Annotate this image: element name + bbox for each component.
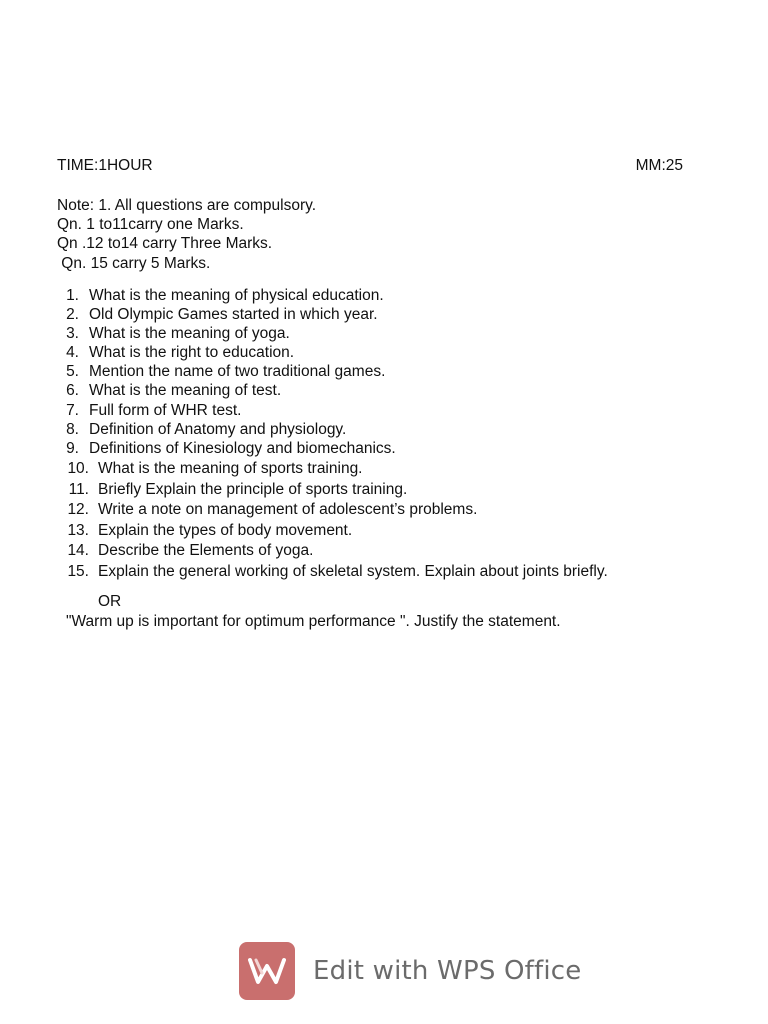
question-number: 4. bbox=[66, 344, 79, 362]
question-item bbox=[57, 420, 717, 439]
question-list bbox=[57, 286, 717, 581]
exam-time: TIME:1HOUR bbox=[57, 157, 153, 174]
question-item bbox=[57, 541, 717, 560]
question-text: What is the meaning of test. bbox=[89, 382, 282, 400]
question-number: 5. bbox=[66, 363, 79, 381]
question-text: What is the meaning of physical education. bbox=[89, 287, 384, 304]
question-item bbox=[57, 521, 717, 540]
question-number: 6. bbox=[66, 382, 79, 400]
question-number: 10. bbox=[67, 460, 89, 478]
question-text: Describe the Elements of yoga. bbox=[98, 542, 314, 560]
instructions bbox=[57, 196, 316, 273]
question-text: Explain the types of body movement. bbox=[98, 521, 353, 539]
alternative-question: "Warm up is important for optimum performance ". Justify the statement. bbox=[66, 613, 561, 630]
note-line: Note: 1. All questions are compulsory. bbox=[57, 197, 317, 214]
edit-with-wps-button[interactable] bbox=[239, 942, 581, 1000]
question-item bbox=[57, 381, 717, 400]
question-text: Old Olympic Games started in which year. bbox=[89, 306, 378, 324]
question-item bbox=[57, 286, 717, 305]
question-number: 14. bbox=[67, 542, 89, 560]
question-text: What is the right to education. bbox=[89, 344, 295, 362]
question-item bbox=[57, 362, 717, 381]
question-text: Briefly Explain the principle of sports training. bbox=[98, 480, 408, 498]
question-text: Definition of Anatomy and physiology. bbox=[89, 420, 347, 438]
max-marks: MM:25 bbox=[635, 157, 683, 174]
question-number: 11. bbox=[68, 480, 89, 498]
question-text: Write a note on management of adolescent’s problems. bbox=[98, 501, 478, 519]
or-label: OR bbox=[98, 593, 122, 610]
question-number: 8. bbox=[66, 420, 79, 438]
question-text: What is the meaning of sports training. bbox=[98, 460, 363, 478]
note-line: Qn. 15 carry 5 Marks. bbox=[57, 254, 211, 272]
wps-edit-label: Edit with WPS Office bbox=[313, 956, 582, 986]
question-item bbox=[57, 480, 717, 499]
question-number: 2. bbox=[66, 306, 79, 324]
question-text: Mention the name of two traditional games. bbox=[89, 363, 386, 381]
question-item bbox=[57, 439, 717, 458]
question-number: 3. bbox=[66, 325, 79, 343]
exam-header bbox=[57, 157, 683, 175]
question-text: What is the meaning of yoga. bbox=[89, 325, 290, 343]
question-item bbox=[57, 401, 717, 420]
question-number: 7. bbox=[66, 401, 79, 419]
question-number: 1. bbox=[66, 287, 79, 304]
note-line: Qn .12 to14 carry Three Marks. bbox=[57, 235, 273, 253]
question-text: Full form of WHR test. bbox=[89, 401, 242, 419]
question-item bbox=[57, 324, 717, 343]
note-line: Qn. 1 to11carry one Marks. bbox=[57, 216, 244, 234]
question-text: Explain the general working of skeletal system. Explain about joints briefly. bbox=[98, 562, 608, 580]
question-item bbox=[57, 343, 717, 362]
question-item bbox=[57, 562, 717, 581]
question-item bbox=[57, 459, 717, 478]
wps-logo-icon bbox=[239, 942, 295, 1000]
question-number: 13. bbox=[67, 521, 89, 539]
question-text: Definitions of Kinesiology and biomechanics. bbox=[89, 439, 396, 457]
question-item bbox=[57, 305, 717, 324]
question-number: 15. bbox=[67, 562, 89, 580]
question-number: 12. bbox=[67, 501, 89, 519]
question-number: 9. bbox=[66, 439, 79, 457]
question-item bbox=[57, 500, 717, 519]
